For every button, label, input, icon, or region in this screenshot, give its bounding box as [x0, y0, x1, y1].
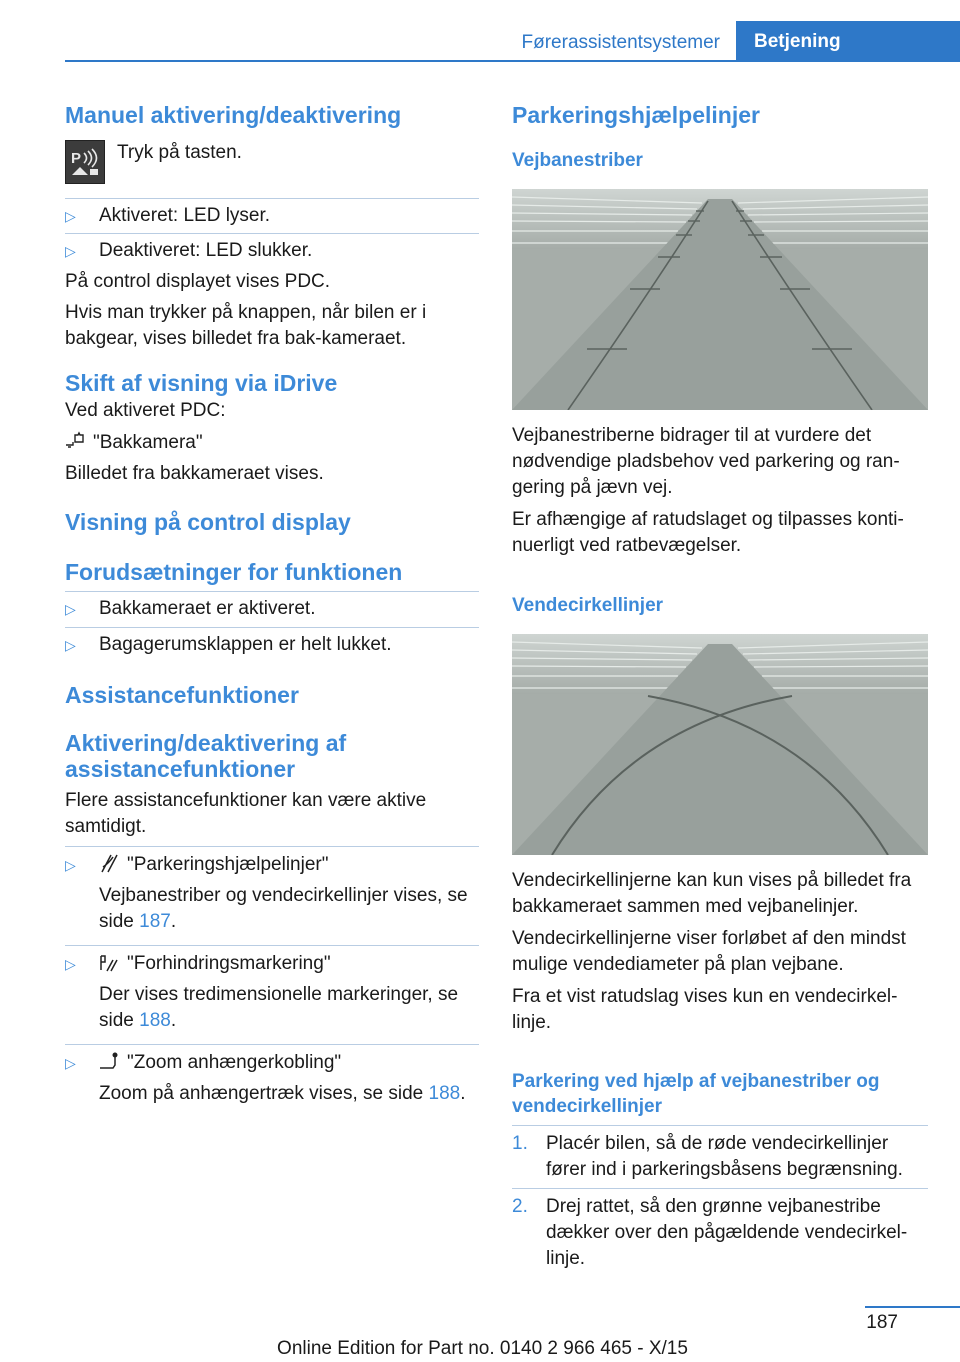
list-item — [65, 203, 479, 229]
right-column — [512, 100, 928, 1272]
list-item — [65, 238, 479, 264]
separator — [65, 627, 479, 628]
period: . — [170, 1010, 177, 1031]
header-rule — [65, 60, 960, 62]
list-item-text: Bakkameraet er aktiveret. — [99, 598, 316, 619]
heading-display-view: Visning på control display — [65, 509, 351, 535]
trailer-zoom-label: "Zoom anhængerkobling" — [127, 1052, 342, 1073]
period: . — [460, 1083, 466, 1104]
list-item — [65, 852, 479, 935]
paragraph: Hvis man trykker på knappen, når bilen er i bakgear, vises billedet fra bak-kameraet. — [65, 302, 427, 349]
description-text: Vejbanestriber og vendecirkellinjer vises, se side — [99, 885, 468, 932]
heading-prerequisites: Forudsætninger for funktionen — [65, 559, 403, 585]
list-item — [65, 596, 479, 622]
header-chapter-tab: Betjening — [736, 21, 960, 62]
left-column — [65, 100, 479, 1107]
step-item — [512, 1131, 928, 1183]
heading-manual-activation: Manuel aktivering/deaktivering — [65, 102, 402, 128]
list-item-description — [99, 883, 479, 935]
triangle-bullet-icon: ▷ — [65, 601, 76, 617]
heading-parking-lines: Parkeringshjælpelinjer — [512, 102, 760, 128]
step-text: Placér bilen, så de røde vendecirkellinjer fører ind i parkeringsbåsens begrænsning. — [546, 1133, 903, 1180]
heading-assist-functions: Assistancefunktioner — [65, 682, 299, 708]
page-reference-link[interactable]: 188 — [428, 1083, 461, 1104]
separator — [512, 1125, 928, 1126]
step-number: 1. — [512, 1133, 528, 1154]
list-item — [65, 632, 479, 658]
paragraph: Vendecirkellinjerne viser forløbet af den mindst mulige vendediameter på plan vejbane. — [512, 928, 906, 975]
paragraph: Vendecirkellinjerne kan kun vises på billedet fra bakkameraet sammen med vejbanelinjer. — [512, 870, 912, 917]
separator — [65, 198, 479, 199]
list-item-description — [99, 1081, 479, 1107]
description-text: Zoom på anhængertræk vises, se side — [99, 1083, 424, 1104]
edition-text: Online Edition for Part no. 0140 2 966 465 - X/15 — [277, 1338, 688, 1359]
page-reference-link[interactable]: 187 — [139, 911, 171, 932]
paragraph: Er afhængige af ratudslaget og tilpasses konti-nuerligt ved ratbevægelser. — [512, 509, 904, 556]
triangle-bullet-icon: ▷ — [65, 208, 76, 224]
bakkamera-label: "Bakkamera" — [93, 432, 203, 453]
page-header — [0, 0, 960, 62]
separator — [65, 233, 479, 234]
trailer-hitch-icon — [99, 1051, 121, 1071]
description-text: Der vises tredimensionelle markeringer, se side — [99, 984, 459, 1031]
triangle-bullet-icon: ▷ — [65, 1055, 76, 1071]
list-item-description — [99, 982, 479, 1034]
separator — [65, 1044, 479, 1045]
step-number: 2. — [512, 1196, 528, 1217]
heading-switch-view: Skift af visning via iDrive — [65, 370, 338, 396]
separator — [65, 945, 479, 946]
pdc-button-icon — [65, 140, 105, 184]
parking-lines-icon — [99, 853, 121, 873]
footer-rule — [865, 1306, 960, 1308]
step-text: Drej rattet, så den grønne vejbanestribe dækker over den pågældende vendecirkel-linje. — [546, 1196, 908, 1269]
page-number: 187 — [866, 1312, 898, 1333]
turning-circle-illustration — [512, 634, 928, 855]
separator — [512, 1188, 928, 1189]
paragraph: Ved aktiveret PDC: — [65, 400, 226, 421]
period: . — [170, 911, 177, 932]
paragraph: På control displayet vises PDC. — [65, 271, 331, 292]
list-item-text: Bagagerumsklappen er helt lukket. — [99, 634, 392, 655]
pdc-button-row — [65, 140, 479, 186]
svg-text:P: P — [71, 150, 82, 167]
separator — [65, 846, 479, 847]
press-key-text: Tryk på tasten. — [117, 142, 242, 163]
lane-lines-illustration — [512, 189, 928, 410]
obstacle-marking-label: "Forhindringsmarkering" — [127, 953, 331, 974]
list-item-text: Deaktiveret: LED slukker. — [99, 240, 313, 261]
heading-activate-assist: Aktivering/deaktivering af assistancefunktioner — [65, 730, 347, 782]
heading-turning-circle-lines: Vendecirkellinjer — [512, 595, 664, 616]
bakkamera-menu-item — [65, 430, 479, 456]
list-item-text: Aktiveret: LED lyser. — [99, 205, 271, 226]
list-item — [65, 1050, 479, 1107]
obstacle-marking-icon — [99, 952, 121, 972]
paragraph: Fra et vist ratudslag vises kun en vendecirkel-linje. — [512, 986, 898, 1033]
page-reference-link[interactable]: 188 — [139, 1010, 171, 1031]
step-item — [512, 1194, 928, 1272]
page-footer — [0, 1302, 960, 1362]
heading-parking-help: Parkering ved hjælp af vejbanestriber og vendecirkellinjer — [512, 1071, 880, 1117]
triangle-bullet-icon: ▷ — [65, 956, 76, 972]
separator — [65, 591, 479, 592]
triangle-bullet-icon: ▷ — [65, 637, 76, 653]
paragraph: Vejbanestriberne bidrager til at vurdere det nødvendige pladsbehov ved parkering og ran-gering på jævn vej. — [512, 425, 900, 498]
paragraph: Flere assistancefunktioner kan være aktive samtidigt. — [65, 790, 427, 837]
heading-lane-lines: Vejbanestriber — [512, 150, 643, 171]
rear-camera-icon — [65, 431, 87, 451]
triangle-bullet-icon: ▷ — [65, 243, 76, 259]
list-item — [65, 951, 479, 1034]
triangle-bullet-icon: ▷ — [65, 857, 76, 873]
paragraph: Billedet fra bakkameraet vises. — [65, 463, 324, 484]
parking-lines-label: "Parkeringshjælpelinjer" — [127, 854, 329, 875]
header-section-title: Førerassistentsystemer — [521, 32, 720, 53]
